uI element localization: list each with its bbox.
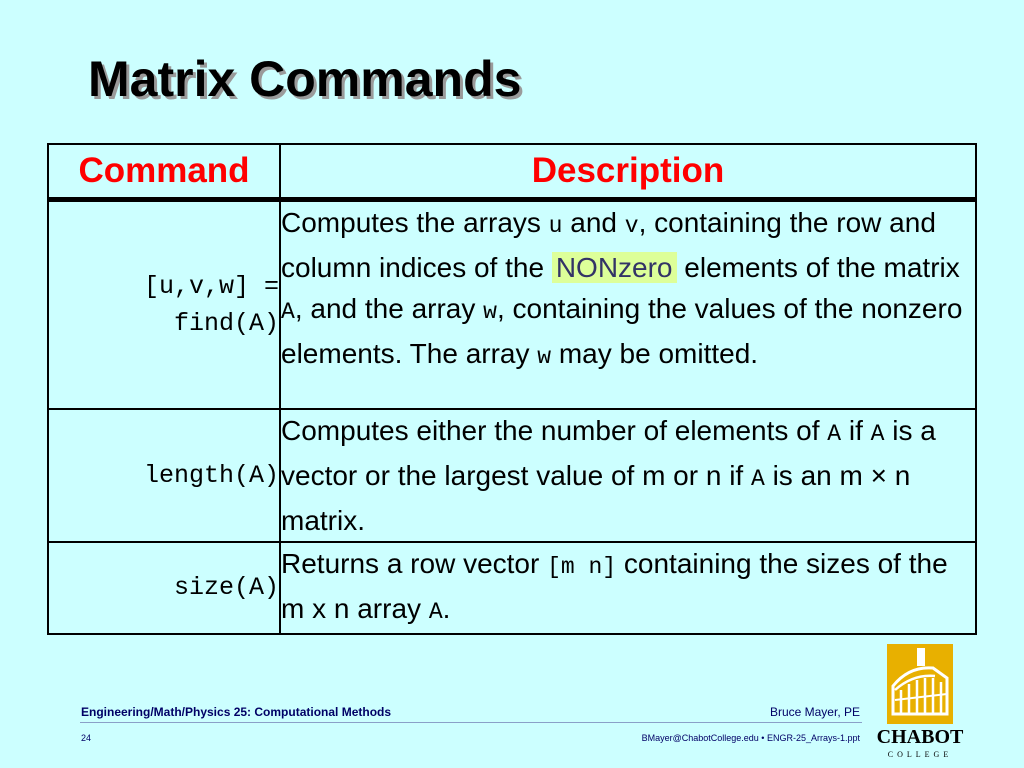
description-cell — [280, 200, 976, 409]
code-text: [m n] — [547, 553, 617, 580]
description-text: , and the array — [294, 293, 484, 324]
table-row — [48, 409, 976, 542]
description-text: if — [841, 414, 871, 446]
command-text: size(A) — [173, 573, 279, 602]
command-text: length(A) — [143, 460, 279, 490]
command-cell — [48, 409, 280, 542]
description-text: Computes either the number of elements of — [281, 414, 828, 446]
header-description: Description — [280, 144, 976, 200]
description-text: is an m — [764, 459, 871, 491]
table-row — [48, 542, 976, 634]
code-text: A — [870, 420, 885, 447]
page-number: 24 — [81, 733, 92, 743]
description-text: . — [442, 592, 451, 624]
description-cell — [280, 409, 976, 542]
command-cell — [48, 200, 280, 409]
code-text: A — [750, 465, 765, 492]
code-text: A — [281, 299, 295, 325]
footer-email-file: BMayer@ChabotCollege.edu • ENGR-25_Arrays-1.ppt — [641, 733, 860, 743]
logo-subtitle: COLLEGE — [887, 750, 953, 759]
header-command: Command — [48, 144, 280, 200]
description-text: , containing the row and column indices of the — [281, 207, 936, 283]
code-text: A — [827, 420, 842, 447]
description-text: containing the sizes of the m x n array — [281, 547, 948, 624]
table-header-row — [48, 144, 976, 200]
footer-author: Bruce Mayer, PE — [769, 705, 860, 719]
code-text: u — [548, 213, 563, 239]
times-symbol: × — [870, 459, 887, 491]
description-text: is a vector or the largest value of m or n if — [281, 414, 936, 491]
highlighted-term: NONzero — [552, 252, 677, 283]
description-cell — [280, 542, 976, 634]
table-row — [48, 200, 976, 409]
code-text: A — [428, 598, 443, 625]
description-text: Computes the arrays — [281, 207, 549, 238]
description-text: Returns a row vector — [281, 547, 548, 579]
command-cell — [48, 542, 280, 634]
logo-wordmark: CHABOT — [876, 726, 964, 748]
description-text: may be omitted. — [551, 338, 759, 369]
commands-table — [47, 143, 977, 635]
slide-title: Matrix Commands — [88, 51, 522, 107]
description-text: , containing the values of the nonzero elements. The array — [281, 293, 963, 369]
code-text: v — [624, 213, 639, 239]
description-text: and — [562, 207, 625, 238]
command-text: find(A) — [173, 308, 279, 338]
footer-course: Engineering/Math/Physics 25: Computational Methods — [81, 705, 392, 719]
footer-divider — [80, 722, 862, 723]
code-text: w — [483, 299, 497, 325]
command-text: [u,v,w] = — [143, 271, 279, 301]
description-text: elements of the matrix — [676, 252, 960, 283]
code-text: w — [537, 344, 552, 370]
description-text: n matrix. — [281, 459, 911, 536]
